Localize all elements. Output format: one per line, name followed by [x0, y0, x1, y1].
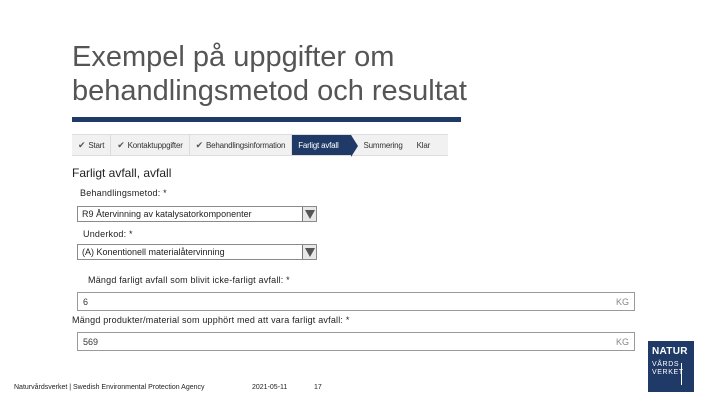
footer-organization: Naturvårdsverket | Swedish Environmental Protection Agency [14, 384, 205, 391]
footer-date: 2021-05-11 [252, 384, 288, 391]
tree-icon [681, 363, 691, 385]
check-icon: ✔ [78, 139, 86, 150]
unit-label: KG [615, 336, 629, 347]
step-farligt-avfall[interactable] [292, 135, 351, 155]
underkod-select[interactable] [77, 244, 317, 260]
footer-page-number: 17 [314, 384, 322, 391]
behandlingsmetod-select[interactable] [77, 206, 317, 222]
mangd-produkter-value: 569 [83, 336, 99, 347]
step-start[interactable] [72, 135, 111, 155]
check-icon: ✔ [117, 139, 125, 150]
step-summering [352, 135, 409, 155]
slide-title-line-2: behandlingsmetod och resultat [72, 75, 467, 107]
unit-label: KG [615, 296, 629, 307]
behandlingsmetod-label: Behandlingsmetod: * [80, 188, 167, 198]
behandlingsmetod-value: R9 Återvinning av katalysatorkomponenter [82, 209, 252, 219]
step-label: Klar [416, 140, 431, 150]
mangd-produkter-input[interactable] [77, 332, 635, 351]
progress-stepper [72, 134, 448, 156]
section-title: Farligt avfall, avfall [72, 166, 172, 180]
title-underline [72, 117, 461, 122]
mangd-produkter-label: Mängd produkter/material som upphört med att vara farligt avfall: * [72, 315, 350, 325]
naturvardsverket-logo [648, 341, 694, 392]
step-kontaktuppgifter[interactable] [111, 135, 189, 155]
check-icon: ✔ [195, 139, 203, 150]
dropdown-arrow-icon[interactable] [302, 207, 316, 221]
step-klar [409, 135, 436, 155]
step-label: Summering [363, 140, 403, 150]
step-behandlingsinformation[interactable] [190, 135, 293, 155]
step-label: Start [88, 140, 105, 150]
step-label: Kontaktuppgifter [127, 140, 183, 150]
logo-line-2: VÅRDS [652, 361, 680, 368]
slide-title-line-1: Exempel på uppgifter om [72, 41, 395, 73]
dropdown-arrow-icon[interactable] [302, 245, 316, 259]
slide-title [72, 40, 672, 108]
underkod-value: (A) Konentionell materialåtervinning [82, 247, 225, 257]
logo-line-3: VERKET [652, 369, 684, 376]
mangd-farligt-label: Mängd farligt avfall som blivit icke-farligt avfall: * [88, 275, 290, 285]
mangd-farligt-value: 6 [83, 296, 89, 307]
mangd-farligt-input[interactable] [77, 292, 635, 311]
step-label: Behandlingsinformation [206, 140, 286, 150]
underkod-label: Underkod: * [83, 229, 133, 239]
step-label: Farligt avfall [298, 140, 339, 150]
logo-line-1: NATUR [652, 346, 688, 357]
